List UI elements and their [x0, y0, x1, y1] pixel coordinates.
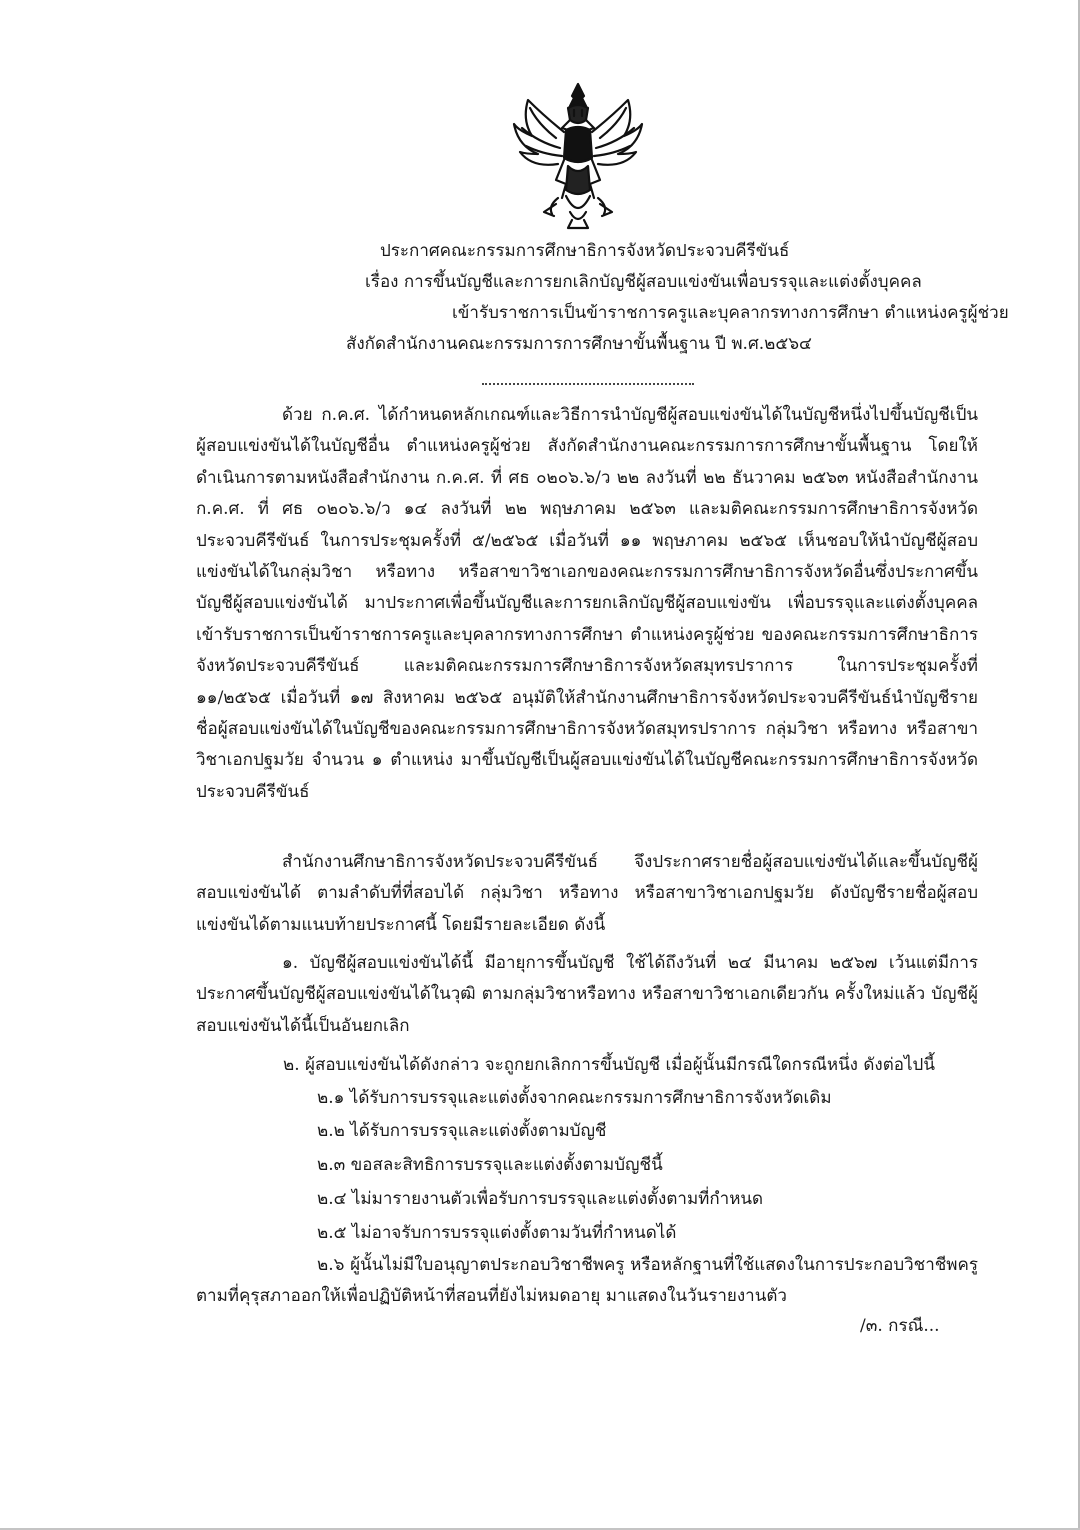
- list-item-2-2: ๒.๒ ได้รับการบรรจุและแต่งตั้งตามบัญชี: [317, 1121, 607, 1141]
- paragraph-1: ด้วย ก.ค.ศ. ได้กำหนดหลักเกณฑ์และวิธีการนำบัญชีผู้สอบแข่งขันได้ในบัญชีหนึ่งไปขึ้นบัญชีเป็นผู้สอบแข่งขันได้ในบัญชีอื่น ตำแหน่งครูผู้ช่วย สังกัดสำนักงานคณะกรรมการการศึกษาขั้นพื้นฐาน โดยให้ดำเนินการตามหนังสือสำนักงาน ก.ค.ศ. ที่ ศธ ๐๒๐๖.๖/ว ๒๒ ลงวันที่ ๒๒ ธันวาคม ๒๕๖๓ หนังสือสำนักงาน ก.ค.ศ. ที่ ศธ ๐๒๐๖.๖/ว ๑๔ ลงวันที่ ๒๒ พฤษภาคม ๒๕๖๓ และมติคณะกรรมการศึกษาธิการจังหวัดประจวบคีรีขันธ์ ในการประชุมครั้งที่ ๕/๒๕๖๕ เมื่อวันที่ ๑๑ พฤษภาคม ๒๕๖๕ เห็นชอบให้นำบัญชีผู้สอบแข่งขันได้ในกลุ่มวิชา หรือทาง หรือสาขาวิชาเอกของคณะกรรมการศึกษาธิการจังหวัดอื่นซึ่งประกาศขึ้นบัญชีผู้สอบแข่งขันได้ มาประกาศเพื่อขึ้นบัญชีและการยกเลิกบัญชีผู้สอบแข่งขัน เพื่อบรรจุและแต่งตั้งบุคคลเข้ารับราชการเป็นข้าราชการครูและบุคลากรทางการศึกษา ตำแหน่งครูผู้ช่วย ของคณะกรรมการศึกษาธิการจังหวัดประจวบคีรีขันธ์ และมติคณะกรรมการศึกษาธิการจังหวัดสมุทรปราการ ในการประชุมครั้งที่ ๑๑/๒๕๖๕ เมื่อวันที่ ๑๗ สิงหาคม ๒๕๖๕ อนุมัติให้สำนักงานศึกษาธิการจังหวัดประจวบคีรีขันธ์นำบัญชีรายชื่อผู้สอบแข่งขันได้ในบัญชีของคณะกรรมการศึกษาธิการจังหวัดสมุทรปราการ กลุ่มวิชา หรือทาง หรือสาขาวิชาเอกปฐมวัย จำนวน ๑ ตำแหน่ง มาขึ้นบัญชีเป็นผู้สอบแข่งขันได้ในบัญชีคณะกรรมการศึกษาธิการจังหวัดประจวบคีรีขันธ์: [196, 405, 978, 802]
- announcement-header: [300, 236, 1009, 360]
- announcement-subject-line2: เข้ารับราชการเป็นข้าราชการครูและบุคลากรทางการศึกษา ตำแหน่งครูผู้ช่วย: [452, 303, 1009, 323]
- list-item-2-4: ๒.๔ ไม่มารายงานตัวเพื่อรับการบรรจุและแต่งตั้งตามที่กำหนด: [317, 1189, 764, 1209]
- announcement-subject: เรื่อง การขึ้นบัญชีและการยกเลิกบัญชีผู้สอบแข่งขันเพื่อบรรจุและแต่งตั้งบุคคล: [365, 272, 922, 292]
- list-item-1: ๑. บัญชีผู้สอบแข่งขันได้นี้ มีอายุการขึ้นบัญชี ใช้ได้ถึงวันที่ ๒๔ มีนาคม ๒๕๖๗ เว้นแต่มีการประกาศขึ้นบัญชีผู้สอบแข่งขันได้ในวุฒิ ตามกลุ่มวิชาหรือทาง หรือสาขาวิชาเอกเดียวกัน ครั้งใหม่แล้ว บัญชีผู้สอบแข่งขันได้นี้เป็นอันยกเลิก: [196, 953, 978, 1036]
- list-item-2-5: ๒.๕ ไม่อาจรับการบรรจุแต่งตั้งตามวันที่กำหนดได้: [317, 1223, 677, 1243]
- next-page-reference: /๓. กรณี...: [860, 1316, 940, 1336]
- garuda-emblem-icon: [508, 80, 648, 230]
- announcement-issuer: ประกาศคณะกรรมการศึกษาธิการจังหวัดประจวบคีรีขันธ์: [380, 241, 790, 261]
- list-item-2: ๒. ผู้สอบแข่งขันได้ดังกล่าว จะถูกยกเลิกการขึ้นบัญชี เมื่อผู้นั้นมีกรณีใดกรณีหนึ่ง ดังต่อไปนี้: [283, 1055, 935, 1075]
- list-item-2-6: ๒.๖ ผู้นั้นไม่มีใบอนุญาตประกอบวิชาชีพครู หรือหลักฐานที่ใช้แสดงในการประกอบวิชาชีพครูตามที่คุรุสภาออกให้เพื่อปฏิบัติหน้าที่สอนที่ยังไม่หมดอายุ มาแสดงในวันรายงานตัว: [196, 1255, 978, 1307]
- paragraph-2: สำนักงานศึกษาธิการจังหวัดประจวบคีรีขันธ์ จึงประกาศรายชื่อผู้สอบแข่งขันได้และขึ้นบัญชีผู้สอบแข่งขันได้ ตามลำดับที่ที่สอบได้ กลุ่มวิชา หรือทาง หรือสาขาวิชาเอกปฐมวัย ดังบัญชีรายชื่อผู้สอบแข่งขันได้ตามแนบท้ายประกาศนี้ โดยมีรายละเอียด ดังนี้: [196, 852, 978, 935]
- list-item-2-1: ๒.๑ ได้รับการบรรจุและแต่งตั้งจากคณะกรรมการศึกษาธิการจังหวัดเดิม: [317, 1088, 832, 1108]
- announcement-subject-line3: สังกัดสำนักงานคณะกรรมการการศึกษาขั้นพื้นฐาน ปี พ.ศ.๒๕๖๔: [346, 334, 812, 354]
- header-divider: [482, 383, 694, 385]
- list-item-2-3: ๒.๓ ขอสละสิทธิการบรรจุและแต่งตั้งตามบัญชีนี้: [317, 1155, 663, 1175]
